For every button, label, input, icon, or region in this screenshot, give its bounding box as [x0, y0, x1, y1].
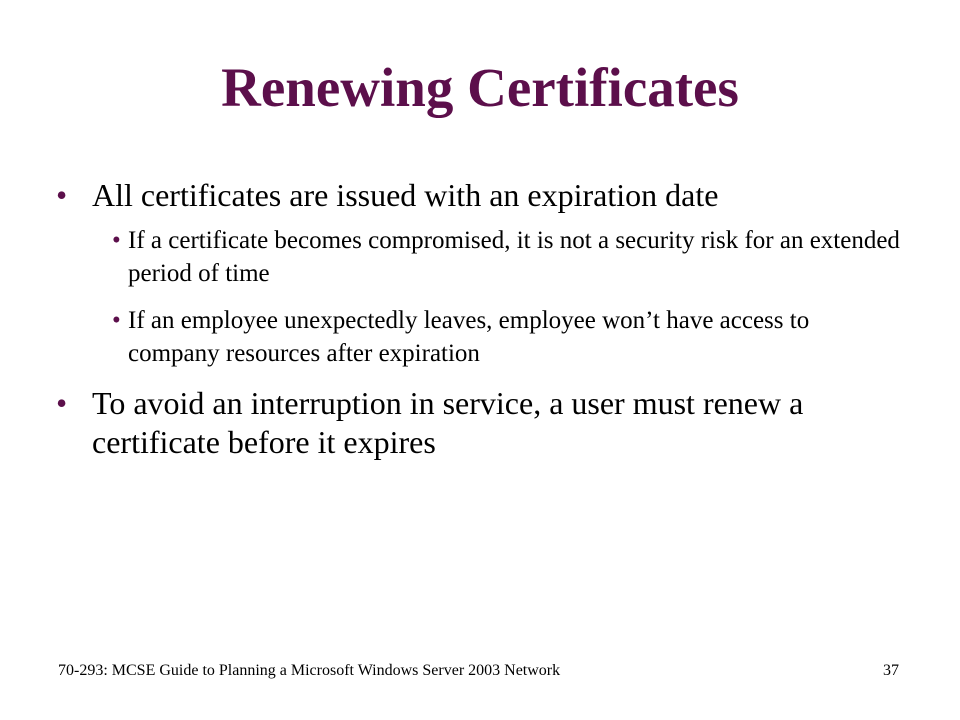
slide-title: Renewing Certificates: [221, 57, 739, 118]
sub-bullet-icon: •: [112, 227, 121, 254]
bullet-icon: •: [56, 385, 68, 421]
bullet-text: All certificates are issued with an expiration date: [92, 177, 719, 213]
footer-page-number: 37: [883, 662, 899, 679]
sub-bullet-icon: •: [112, 307, 121, 334]
footer-course-title: 70-293: MCSE Guide to Planning a Microsoft Windows Server 2003 Network: [58, 662, 561, 679]
sub-bullet-text: If a certificate becomes compromised, it is not a security risk for an extended period of time: [128, 227, 900, 287]
bullet-item: [56, 384, 906, 462]
bullet-item: [56, 176, 906, 215]
bullet-icon: •: [56, 177, 68, 213]
sub-bullet-item: [114, 224, 906, 290]
bullet-text: To avoid an interruption in service, a user must renew a certificate before it expires: [92, 385, 804, 460]
slide-content: [56, 176, 906, 462]
sub-bullet-item: [114, 304, 906, 370]
sub-bullet-text: If an employee unexpectedly leaves, employee won’t have access to company resources after expiration: [128, 307, 810, 367]
